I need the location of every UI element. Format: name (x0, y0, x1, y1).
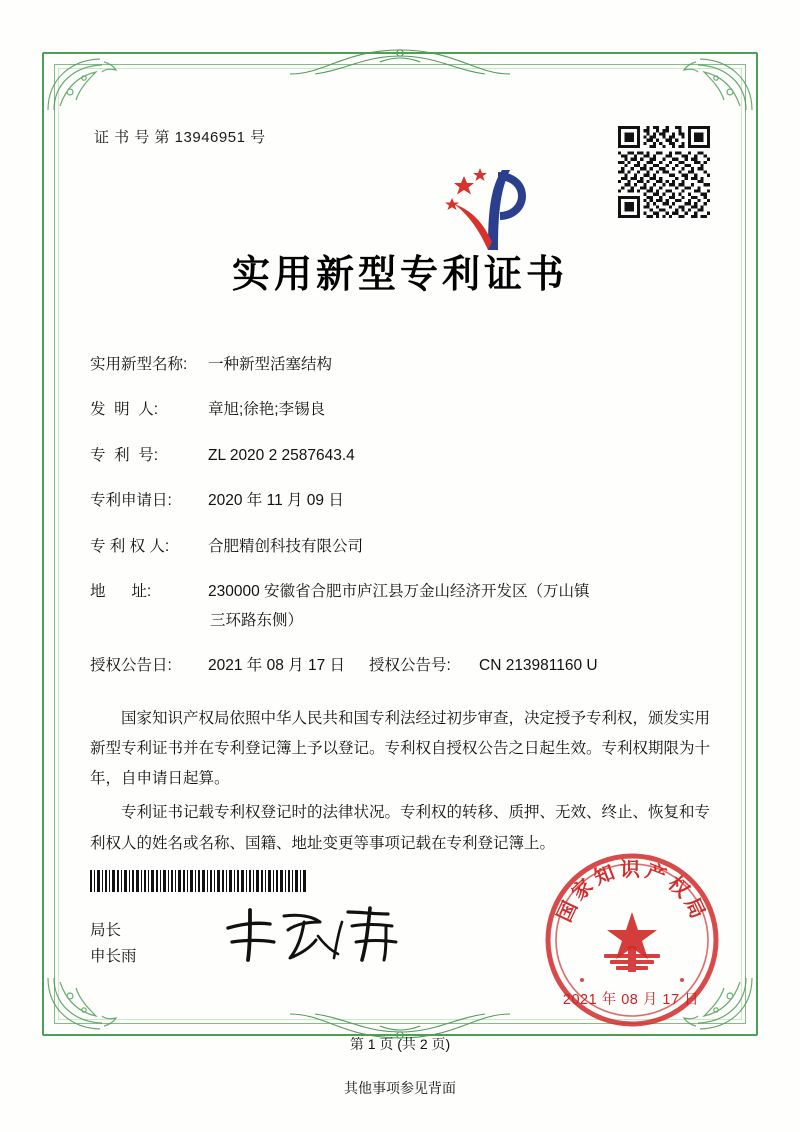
field-value: 一种新型活塞结构 (208, 356, 333, 373)
field-value-wrapper (208, 581, 710, 632)
field-label: 专 利 权 人: (90, 537, 170, 555)
field-value: 230000 安徽省合肥市庐江县万金山经济开发区（万山镇 (208, 583, 590, 601)
field-address (90, 581, 710, 632)
field-label: 授权公告号: (369, 657, 451, 675)
legal-text (90, 704, 710, 859)
field-label: 授权公告日: (90, 657, 172, 675)
field-patent-number (90, 445, 710, 467)
barcode (90, 870, 306, 892)
field-value: 2021 年 08 月 17 日 (208, 657, 345, 675)
field-label: 专利申请日: (90, 492, 172, 510)
legal-paragraph-1: 国家知识产权局依照中华人民共和国专利法经过初步审查，决定授予专利权，颁发实用新型专利证书并在专利登记簿上予以登记。专利权自授权公告之日起生效。专利权期限为十年，自申请日起算。 (90, 709, 711, 788)
field-label: 地 址: (90, 583, 152, 601)
top-flourish-icon (285, 44, 515, 78)
page-title: 实用新型专利证书 (231, 254, 568, 296)
signature-block (90, 918, 137, 969)
field-value: 章旭;徐艳;李锡良 (208, 401, 326, 419)
field-label: 实用新型名称: (90, 356, 188, 373)
field-utility-model-name (90, 354, 710, 376)
legal-paragraph-2: 专利证书记载专利权登记时的法律状况。专利权的转移、质押、无效、终止、恢复和专利权人的姓名或名称、国籍、地址变更等事项记载在专利登记簿上。 (90, 804, 711, 852)
signature-role: 局长 (90, 922, 122, 939)
signature-name: 申长雨 (90, 947, 137, 965)
handwritten-signature-icon (220, 898, 420, 970)
field-announcement-date (90, 655, 345, 677)
field-value: ZL 2020 2 2587643.4 (208, 446, 355, 464)
qr-code (618, 126, 710, 218)
cnipa-logo-icon (430, 154, 540, 264)
certificate-content (90, 96, 710, 863)
corner-ornament-icon (44, 974, 136, 1034)
field-label: 发 明 人: (90, 401, 159, 419)
field-patentee (90, 536, 710, 558)
certificate-number: 证 书 号 第 13946951 号 (94, 129, 266, 146)
seal-date: 2021 年 08 月 17 日 (562, 992, 700, 1008)
field-value: 2020 年 11 月 09 日 (208, 492, 344, 510)
footer-note: 其他事项参见背面 (344, 1080, 456, 1096)
field-announcement-row (90, 655, 710, 677)
field-inventors (90, 399, 710, 421)
field-value: 合肥精创科技有限公司 (208, 537, 364, 555)
page-indicator: 第 1 页 (共 2 页) (349, 1036, 451, 1052)
svg-text:国家知识产权局: 国家知识产权局 (553, 859, 711, 926)
field-application-date (90, 490, 710, 512)
field-list (90, 354, 710, 678)
field-value-line2: 三环路东侧） (210, 611, 304, 629)
field-value: CN 213981160 U (479, 657, 598, 675)
field-announcement-number (345, 655, 598, 677)
field-label: 专 利 号: (90, 446, 159, 464)
